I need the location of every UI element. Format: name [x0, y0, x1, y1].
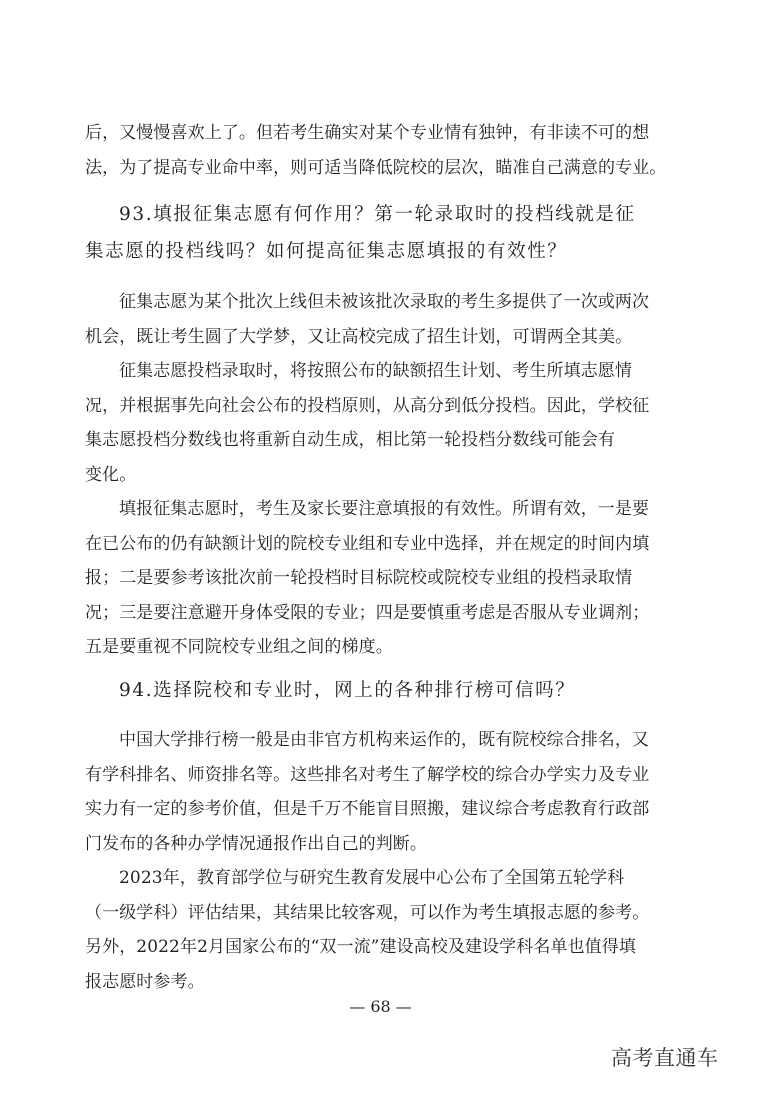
- text-line: 另外，2022年2月国家公布的“双一流”建设高校及建设学科名单也值得填: [85, 937, 636, 957]
- text-line: 集志愿投档分数线也将重新自动生成，相比第一轮投档分数线可能会有: [85, 430, 616, 450]
- text-line: 况；三是要注意避开身体受限的专业；四是要慎重考虑是否服从专业调剂；: [85, 602, 650, 623]
- text-line: 报志愿时参考。: [85, 971, 205, 992]
- text-line: 有学科排名、师资排名等。这些排名对考生了解学校的综合办学实力及专业: [85, 764, 650, 785]
- text-line: 征集志愿为某个批次上线但未被该批次录取的考生多提供了一次或两次: [119, 292, 650, 312]
- question-93-heading: [85, 196, 665, 270]
- heading-line: 93.填报征集志愿有何作用？第一轮录取时的投档线就是征: [119, 204, 636, 225]
- heading-line: 集志愿的投档线吗？如何提高征集志愿填报的有效性？: [85, 241, 568, 262]
- question-94-paragraph-1: [85, 723, 665, 861]
- question-94-heading: [85, 672, 665, 709]
- question-93-paragraph-3: [85, 492, 665, 665]
- question-94-paragraph-2: [85, 861, 665, 999]
- text-line: 2023年，教育部学位与研究生教育发展中心公布了全国第五轮学科: [119, 868, 625, 888]
- question-93-paragraph-1: [85, 285, 665, 354]
- text-line: 变化。: [85, 464, 137, 485]
- question-93-paragraph-2: [85, 354, 665, 492]
- text-line: 五是要重视不同院校专业组之间的梯度。: [85, 637, 393, 657]
- text-line: （一级学科）评估结果，其结果比较客观，可以作为考生填报志愿的参考。: [85, 902, 650, 923]
- text-line: 实力有一定的参考价值，但是千万不能盲目照搬，建议综合考虑教育行政部: [85, 799, 650, 819]
- text-line: 况，并根据事先向社会公布的投档原则，从高分到低分投档。因此，学校征: [85, 395, 650, 416]
- text-line: 在已公布的仍有缺额计划的院校专业组和专业中选择，并在规定的时间内填: [85, 533, 650, 554]
- text-line: 后，又慢慢喜欢上了。但若考生确实对某个专业情有独钟，有非读不可的想: [85, 123, 650, 143]
- text-line: 报；二是要参考该批次前一轮投档时目标院校或院校专业组的投档录取情: [85, 568, 633, 588]
- text-line: 填报征集志愿时，考生及家长要注意填报的有效性。所谓有效，一是要: [119, 499, 650, 519]
- continued-paragraph: [85, 116, 665, 185]
- text-line: 机会，既让考生圆了大学梦，又让高校完成了招生计划，可谓两全其美。: [85, 326, 633, 347]
- text-line: 征集志愿投档录取时，将按照公布的缺额招生计划、考生所填志愿情: [119, 361, 632, 381]
- text-line: 中国大学排行榜一般是由非官方机构来运作的，既有院校综合排名，又: [119, 730, 650, 750]
- watermark-text: 高考直通车: [611, 1046, 719, 1070]
- text-line: 门发布的各种办学情况通报作出自己的判断。: [85, 833, 427, 854]
- heading-line: 94.选择院校和专业时，网上的各种排行榜可信吗？: [119, 680, 576, 701]
- text-line: 法，为了提高专业命中率，则可适当降低院校的层次，瞄准自己满意的专业。: [85, 157, 667, 178]
- page-number: — 68 —: [349, 997, 412, 1016]
